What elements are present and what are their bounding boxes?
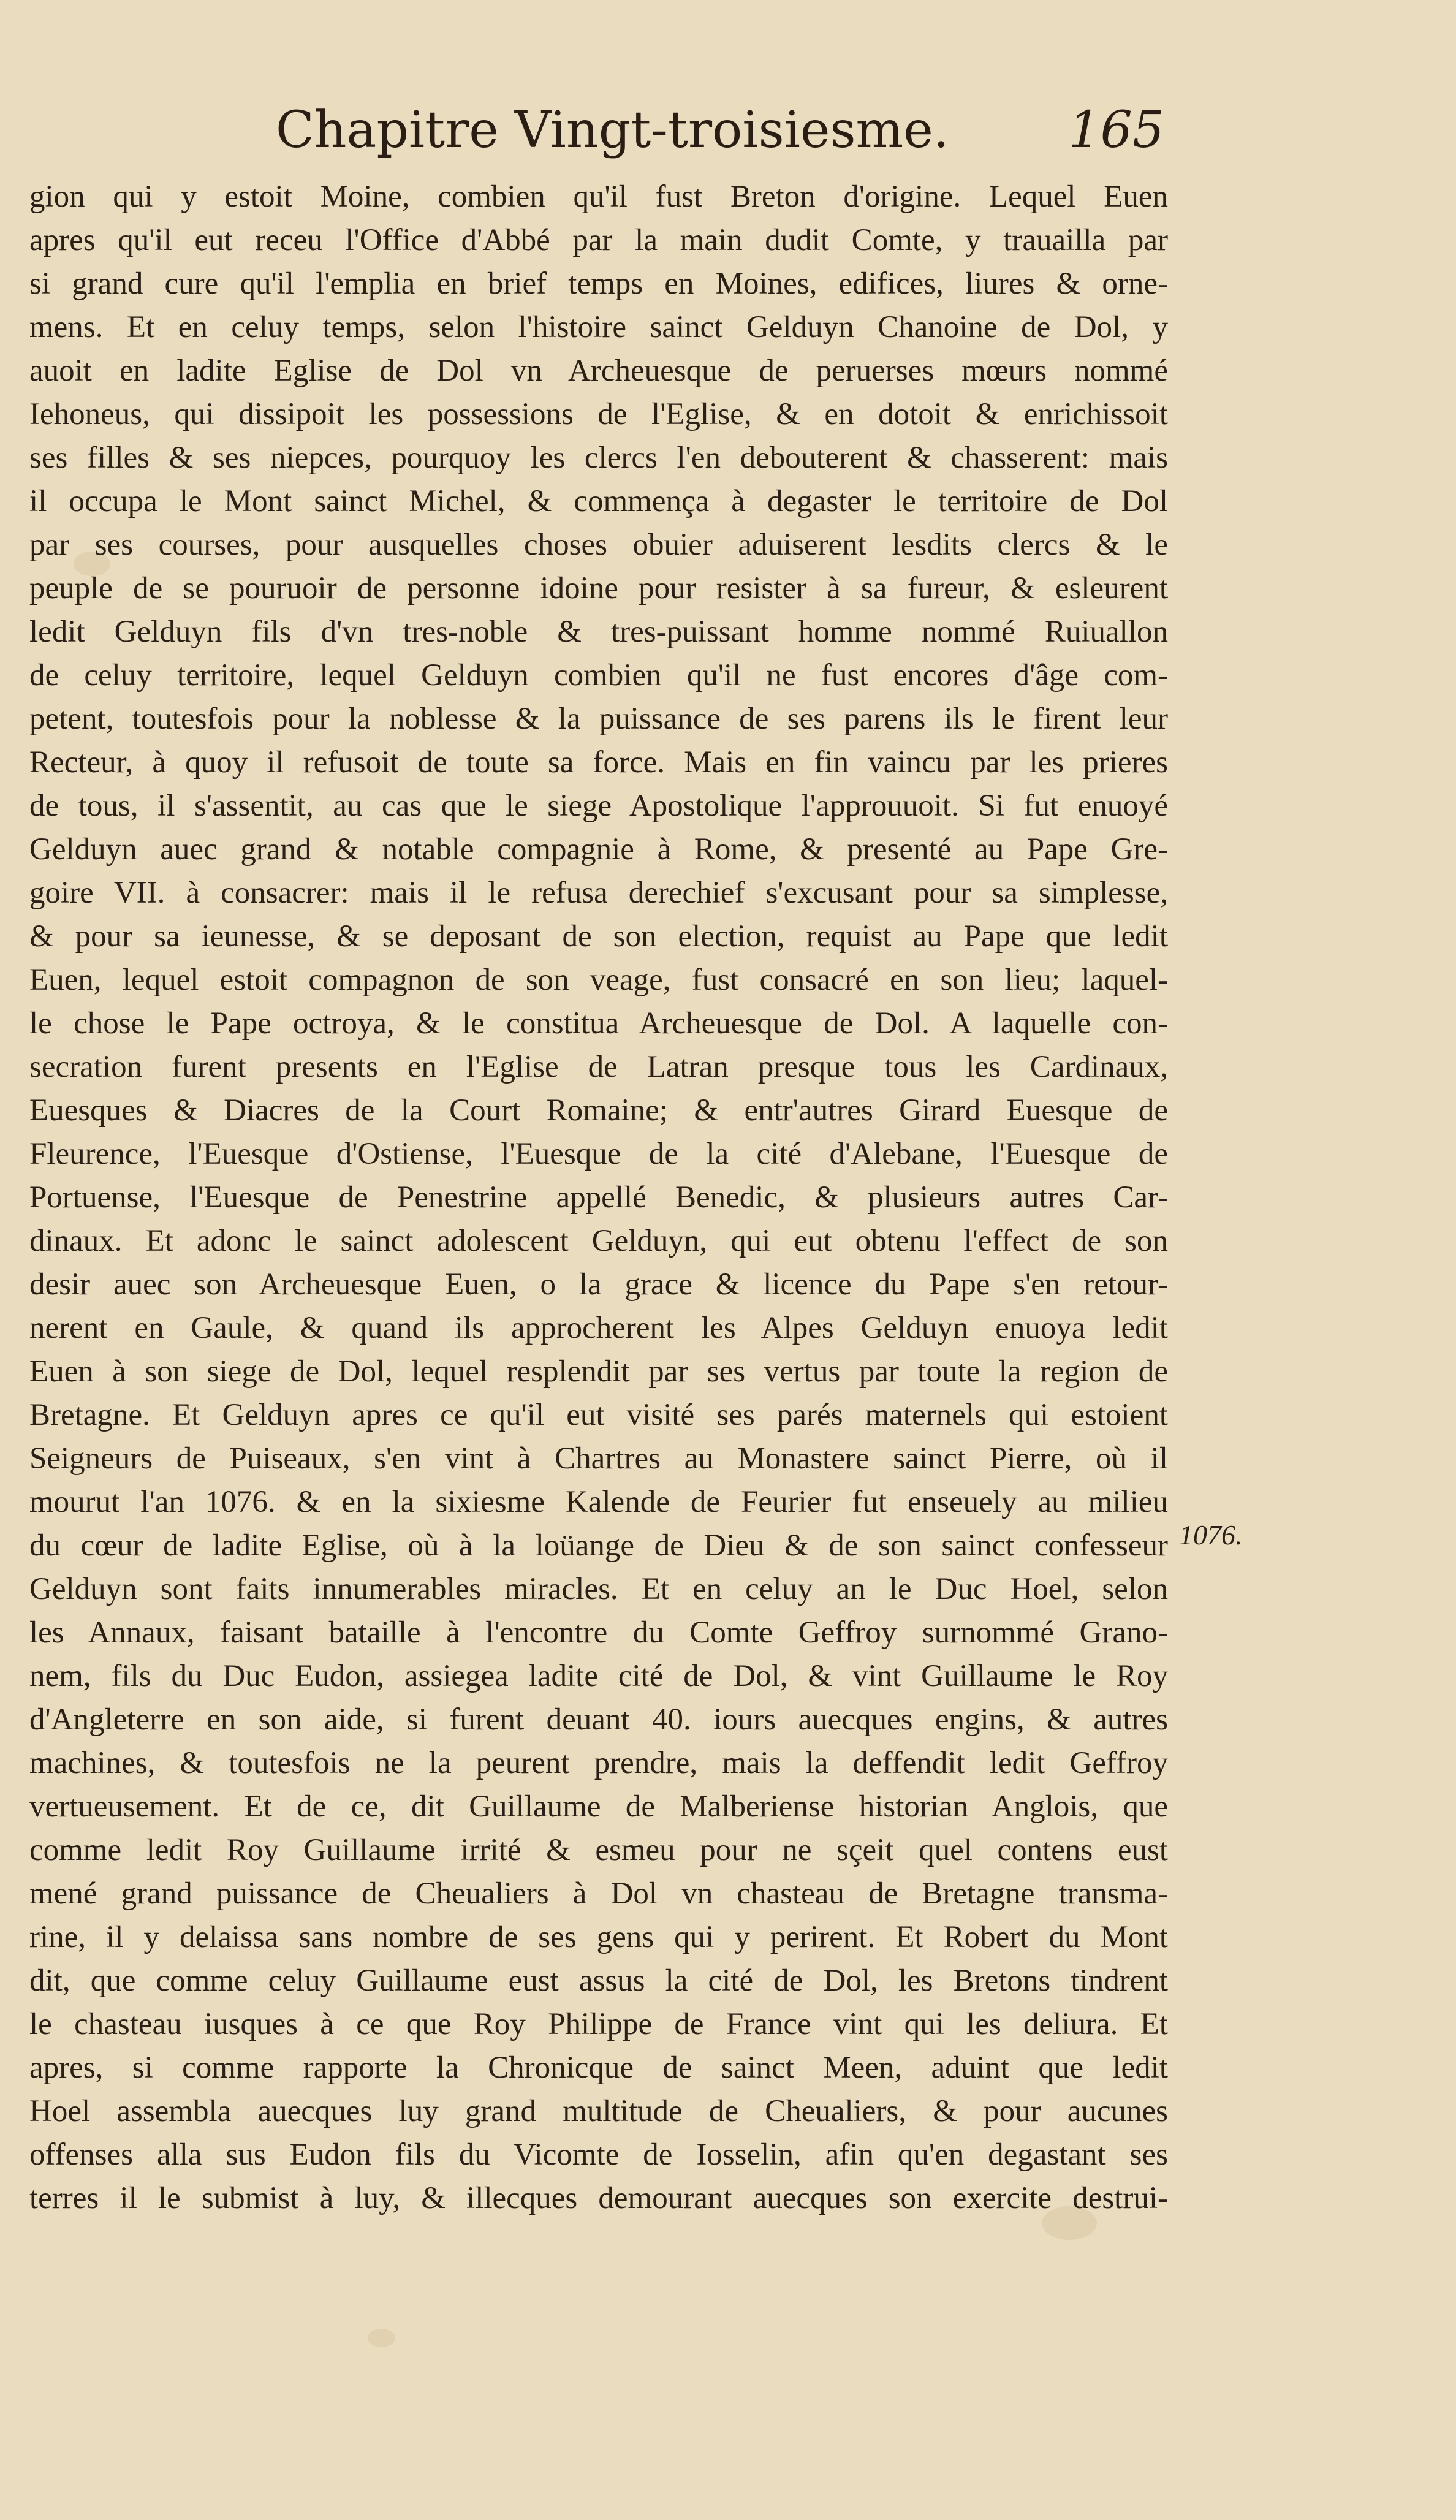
- text-line: & pour sa ieunesse, & se deposant de son election, requist au Pape que ledit: [29, 919, 1168, 954]
- running-head: Chapitre Vingt-troisiesme.: [276, 101, 949, 159]
- text-line: apres, si comme rapporte la Chronicque de sainct Meen, aduint que ledit: [29, 2051, 1168, 2085]
- text-line: Fleurence, l'Euesque d'Ostiense, l'Euesque de la cité d'Alebane, l'Euesque de: [29, 1137, 1168, 1171]
- text-line: gion qui y estoit Moine, combien qu'il fust Breton d'origine. Lequel Euen: [29, 180, 1168, 214]
- text-line: offenses alla sus Eudon fils du Vicomte de Iosselin, afin qu'en degastant ses: [29, 2138, 1168, 2172]
- text-line: Iehoneus, qui dissipoit les possessions de l'Eglise, & en dotoit & enrichissoit: [29, 397, 1168, 431]
- text-line: secration furent presents en l'Eglise de Latran presque tous les Cardinaux,: [29, 1050, 1168, 1084]
- text-line: apres qu'il eut receu l'Office d'Abbé par la main dudit Comte, y trauailla par: [29, 223, 1168, 257]
- text-line: nem, fils du Duc Eudon, assiegea ladite cité de Dol, & vint Guillaume le Roy: [29, 1659, 1168, 1693]
- text-line: de celuy territoire, lequel Gelduyn combien qu'il ne fust encores d'âge com-: [29, 658, 1168, 693]
- text-line: Gelduyn sont faits innumerables miracles. Et en celuy an le Duc Hoel, selon: [29, 1572, 1168, 1606]
- text-line: terres il le submist à luy, & illecques demourant auecques son exercite destrui-: [29, 2181, 1168, 2215]
- text-line: dinaux. Et adonc le sainct adolescent Gelduyn, qui eut obtenu l'effect de son: [29, 1224, 1168, 1258]
- text-line: vertueusement. Et de ce, dit Guillaume de Malberiense historian Anglois, que: [29, 1789, 1168, 1824]
- text-line: Hoel assembla auecques luy grand multitude de Cheualiers, & pour aucunes: [29, 2094, 1168, 2128]
- body-text: [29, 175, 1168, 2220]
- text-line: ledit Gelduyn fils d'vn tres-noble & tres-puissant homme nommé Ruiuallon: [29, 615, 1168, 649]
- text-line: desir auec son Archeuesque Euen, o la grace & licence du Pape s'en retour-: [29, 1267, 1168, 1302]
- text-line: Bretagne. Et Gelduyn apres ce qu'il eut visité ses parés maternels qui estoient: [29, 1398, 1168, 1432]
- text-line: par ses courses, pour ausquelles choses obuier aduiserent lesdits clercs & le: [29, 528, 1168, 562]
- text-line: de tous, il s'assentit, au cas que le siege Apostolique l'approuuoit. Si fut enuoyé: [29, 789, 1168, 823]
- text-line: machines, & toutesfois ne la peurent prendre, mais la deffendit ledit Geffroy: [29, 1746, 1168, 1780]
- text-line: Euesques & Diacres de la Court Romaine; & entr'autres Girard Euesque de: [29, 1093, 1168, 1128]
- text-line: auoit en ladite Eglise de Dol vn Archeuesque de peruerses mœurs nommé: [29, 354, 1168, 388]
- text-line: d'Angleterre en son aide, si furent deuant 40. iours auecques engins, & autres: [29, 1702, 1168, 1737]
- margin-note-year: 1076.: [1179, 1519, 1243, 1550]
- paper-stain: [368, 2329, 395, 2347]
- text-line: Euen à son siege de Dol, lequel resplendit par ses vertus par toute la region de: [29, 1354, 1168, 1389]
- text-line: goire VII. à consacrer: mais il le refusa derechief s'excusant pour sa simplesse,: [29, 876, 1168, 910]
- text-line: mens. Et en celuy temps, selon l'histoire sainct Gelduyn Chanoine de Dol, y: [29, 310, 1168, 344]
- page-number: 165: [1068, 101, 1164, 159]
- text-line: dit, que comme celuy Guillaume eust assus la cité de Dol, les Bretons tindrent: [29, 1964, 1168, 1998]
- page-header: [276, 101, 1164, 175]
- text-line: comme ledit Roy Guillaume irrité & esmeu pour ne sçeit quel contens eust: [29, 1833, 1168, 1867]
- text-line: mené grand puissance de Cheualiers à Dol vn chasteau de Bretagne transma-: [29, 1877, 1168, 1911]
- text-line: mourut l'an 1076. & en la sixiesme Kalende de Feurier fut enseuely au milieu: [29, 1485, 1168, 1519]
- text-line: Gelduyn auec grand & notable compagnie à Rome, & presenté au Pape Gre-: [29, 832, 1168, 867]
- text-line: le chasteau iusques à ce que Roy Philippe de France vint qui les deliura. Et: [29, 2007, 1168, 2041]
- text-line: Portuense, l'Euesque de Penestrine appellé Benedic, & plusieurs autres Car-: [29, 1180, 1168, 1215]
- text-line: Euen, lequel estoit compagnon de son veage, fust consacré en son lieu; laquel-: [29, 963, 1168, 997]
- text-line: si grand cure qu'il l'emplia en brief temps en Moines, edifices, liures & orne-: [29, 267, 1168, 301]
- text-line: ses filles & ses niepces, pourquoy les clercs l'en debouterent & chasserent: mais: [29, 441, 1168, 475]
- text-line: le chose le Pape octroya, & le constitua Archeuesque de Dol. A laquelle con-: [29, 1006, 1168, 1041]
- text-line: Seigneurs de Puiseaux, s'en vint à Chartres au Monastere sainct Pierre, où il: [29, 1441, 1168, 1476]
- text-line: petent, toutesfois pour la noblesse & la puissance de ses parens ils le firent leur: [29, 702, 1168, 736]
- text-line: du cœur de ladite Eglise, où à la loüange de Dieu & de son sainct confesseur: [29, 1528, 1168, 1563]
- text-line: Recteur, à quoy il refusoit de toute sa force. Mais en fin vaincu par les prieres: [29, 745, 1168, 780]
- text-line: peuple de se pouruoir de personne idoine pour resister à sa fureur, & esleurent: [29, 571, 1168, 605]
- text-line: il occupa le Mont sainct Michel, & commença à degaster le territoire de Dol: [29, 484, 1168, 518]
- text-line: nerent en Gaule, & quand ils approcherent les Alpes Gelduyn enuoya ledit: [29, 1311, 1168, 1345]
- text-line: rine, il y delaissa sans nombre de ses gens qui y perirent. Et Robert du Mont: [29, 1920, 1168, 1954]
- text-line: les Annaux, faisant bataille à l'encontre du Comte Geffroy surnommé Grano-: [29, 1615, 1168, 1650]
